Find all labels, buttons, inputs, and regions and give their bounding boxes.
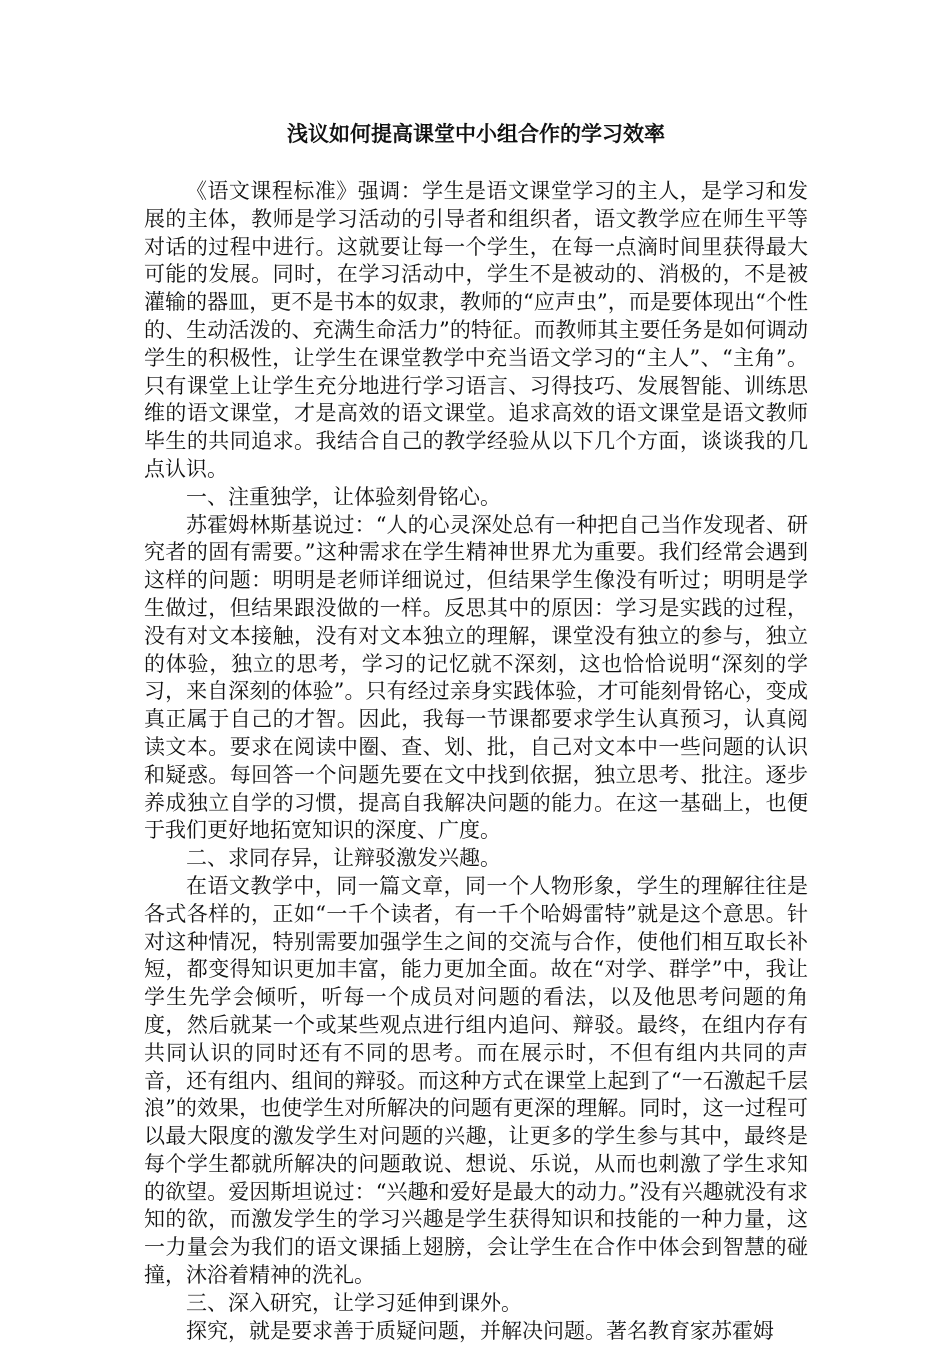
section-heading-3: 三、深入研究，让学习延伸到课外。: [186, 1290, 522, 1315]
document-title: 浅议如何提高课堂中小组合作的学习效率: [287, 121, 665, 146]
paragraph-section-3: 探究，就是要求善于质疑问题，并解决问题。著名教育家苏霍姆: [186, 1318, 774, 1343]
document-body: [144, 178, 808, 1345]
paragraph-section-2: 在语文教学中，同一篇文章，同一个人物形象，学生的理解往往是各式各样的，正如“一千个读者，有一千个哈姆雷特”就是这个意思。针对这种情况，特别需要加强学生之间的交流与合作，使他们相互取长补短，都变得知识更加丰富，能力更加全面。故在“对学、群学”中，我让学生先学会倾听，听每一个成员对问题的看法，以及他思考问题的角度，然后就某一个或某些观点进行组内追问、辩驳。最终，在组内存有共同认识的同时还有不同的思考。而在展示时，不但有组内共同的声音，还有组内、组间的辩驳。而这种方式在课堂上起到了“一石激起千层浪”的效果，也使学生对所解决的问题有更深的理解。同时，这一过程可以最大限度的激发学生对问题的兴趣，让更多的学生参与其中，最终是每个学生都就所解决的问题敢说、想说、乐说，从而也刺激了学生求知的欲望。爱因斯坦说过：“兴趣和爱好是最大的动力。”没有兴趣就没有求知的欲，而激发学生的学习兴趣是学生获得知识和技能的一种力量，这一力量会为我们的语文课插上翅膀，会让学生在合作中体会到智慧的碰撞，沐浴着精神的洗礼。: [144, 873, 808, 1288]
paragraph-intro: 《语文课程标准》强调：学生是语文课堂学习的主人，是学习和发展的主体，教师是学习活动的引导者和组织者，语文教学应在师生平等对话的过程中进行。这就要让每一个学生，在每一点滴时间里获得最大可能的发展。同时，在学习活动中，学生不是被动的、消极的，不是被灌输的器皿，更不是书本的奴隶，教师的“应声虫”，而是要体现出“个性的、生动活泼的、充满生命活力”的特征。而教师其主要任务是如何调动学生的积极性，让学生在课堂教学中充当语文学习的“主人”、“主角”。只有课堂上让学生充分地进行学习语言、习得技巧、发展智能、训练思维的语文课堂，才是高效的语文课堂。追求高效的语文课堂是语文教师毕生的共同追求。我结合自己的教学经验从以下几个方面，谈谈我的几点认识。: [144, 179, 808, 481]
paragraph-section-1: 苏霍姆林斯基说过：“人的心灵深处总有一种把自己当作发现者、研究者的固有需要。”这种需求在学生精神世界尤为重要。我们经常会遇到这样的问题：明明是老师详细说过，但结果学生像没有听过；明明是学生做过，但结果跟没做的一样。反思其中的原因：学习是实践的过程，没有对文本接触，没有对文本独立的理解，课堂没有独立的参与，独立的体验，独立的思考，学习的记忆就不深刻，这也恰恰说明“深刻的学习，来自深刻的体验”。只有经过亲身实践体验，才可能刻骨铭心，变成真正属于自己的才智。因此，我每一节课都要求学生认真预习，认真阅读文本。要求在阅读中圈、查、划、批，自己对文本中一些问题的认识和疑惑。每回答一个问题先要在文中找到依据，独立思考、批注。逐步养成独立自学的习惯，提高自我解决问题的能力。在这一基础上，也便于我们更好地拓宽知识的深度、广度。: [144, 512, 808, 843]
section-heading-2: 二、求同存异，让辩驳激发兴趣。: [186, 846, 501, 871]
section-heading-1: 一、注重独学，让体验刻骨铭心。: [186, 484, 501, 509]
document-page: [144, 118, 808, 1345]
